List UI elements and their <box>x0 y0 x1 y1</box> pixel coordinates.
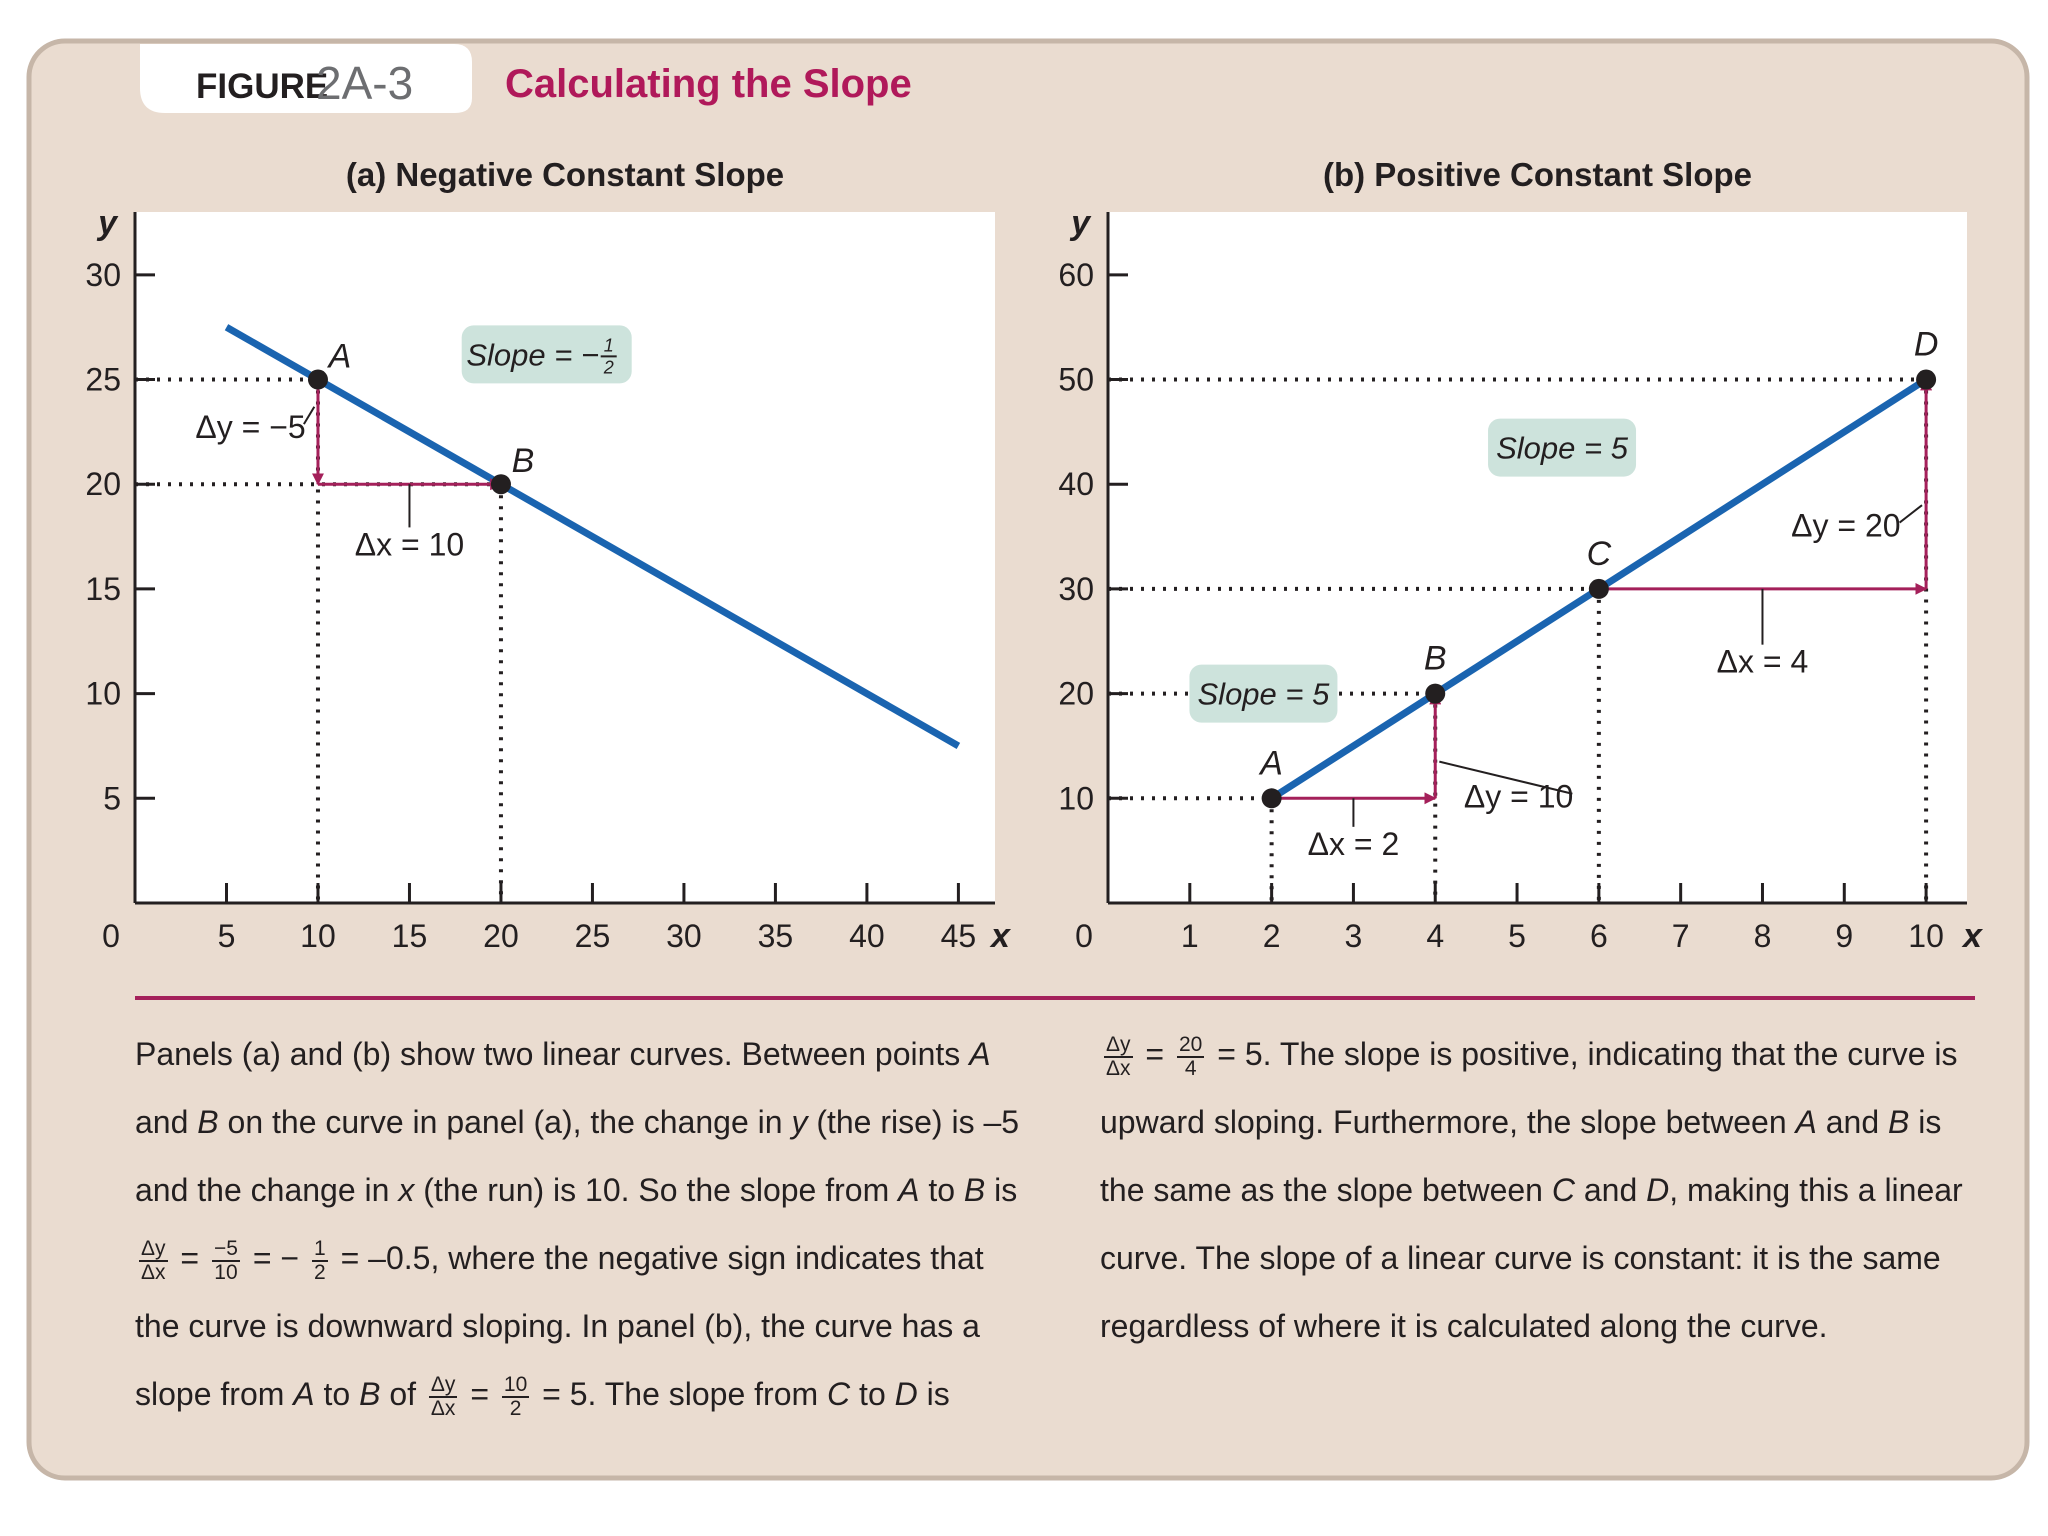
figure-label-word: FIGURE <box>196 67 329 106</box>
plot-area <box>135 212 995 903</box>
x-tick-label: 3 <box>1344 918 1363 954</box>
caption-text: and <box>1816 1104 1889 1140</box>
annotation-label: Δy = 20 <box>1791 507 1901 544</box>
caption-text: = 5. The slope from <box>542 1376 828 1412</box>
x-axis-label: x <box>991 917 1010 955</box>
y-tick-label: 15 <box>85 570 121 607</box>
fraction <box>139 1238 168 1284</box>
x-tick-label: 15 <box>391 918 428 954</box>
x-tick-label: 1 <box>1180 918 1199 954</box>
point-marker <box>308 370 328 390</box>
caption-text: to <box>314 1376 360 1412</box>
y-tick-label: 20 <box>85 466 121 503</box>
y-tick-label: 30 <box>85 256 121 293</box>
x-tick-label: 9 <box>1835 918 1854 954</box>
point-ref: C <box>827 1376 851 1412</box>
y-tick-label: 30 <box>1058 570 1094 607</box>
fraction <box>212 1238 240 1284</box>
caption-text: on the curve in panel (a), the change in <box>218 1104 792 1140</box>
point-label: B <box>1423 639 1447 678</box>
point-label: A <box>1260 744 1283 783</box>
fraction-numerator: Δy <box>1106 1032 1131 1056</box>
caption-text: is the same as the slope between <box>1100 1104 1942 1208</box>
caption-text: = 5. The slope is positive, indicating that the curve is upward sloping. Furthermore, the slope between <box>1100 1036 1958 1140</box>
x-tick-label: 30 <box>666 918 702 954</box>
caption-text: , making this a linear curve. The slope of a linear curve is constant: it is the same regardless of where it is calculated along the curve. <box>1100 1172 1963 1344</box>
caption-text: and <box>1574 1172 1647 1208</box>
slope-fraction-denominator: 2 <box>603 357 614 378</box>
caption-text: of <box>380 1376 425 1412</box>
point-ref: A <box>293 1376 315 1412</box>
fraction-numerator: 10 <box>503 1372 528 1396</box>
x-tick-label: 25 <box>574 918 611 954</box>
y-tick-label: 20 <box>1058 675 1094 712</box>
fraction-numerator: Δy <box>141 1236 166 1260</box>
fraction <box>1104 1034 1133 1080</box>
x-tick-label: 5 <box>1508 918 1526 954</box>
point-label: B <box>511 442 535 481</box>
caption-text: Panels (a) and (b) show two linear curves. Between points <box>135 1036 970 1072</box>
y-axis-label: y <box>1071 204 1090 242</box>
x-tick-label: 8 <box>1753 918 1772 954</box>
x-axis-label: x <box>1963 917 1982 955</box>
y-tick-label: 40 <box>1058 466 1094 503</box>
fraction-denominator: 2 <box>509 1396 522 1420</box>
fraction-numerator: 1 <box>314 1236 326 1260</box>
y-tick-label: 10 <box>1058 780 1094 817</box>
chart-title: (b) Positive Constant Slope <box>1322 156 1753 193</box>
caption-text: and <box>135 1104 198 1140</box>
y-tick-label: 5 <box>103 780 121 817</box>
equals-sign: = <box>1145 1036 1165 1072</box>
caption-right <box>1100 1020 1980 1360</box>
equals-sign: = − <box>252 1240 300 1276</box>
origin-label: 0 <box>102 918 120 954</box>
point-ref: D <box>1646 1172 1670 1208</box>
y-tick-label: 60 <box>1058 256 1094 293</box>
y-tick-label: 10 <box>85 675 121 712</box>
y-tick-label: 25 <box>85 361 121 398</box>
equals-sign: = <box>180 1240 200 1276</box>
panel-a <box>85 156 1012 955</box>
x-tick-label: 5 <box>217 918 236 954</box>
point-ref: B <box>1888 1104 1910 1140</box>
x-tick-label: 45 <box>940 918 977 954</box>
slope-label: Slope = − <box>466 337 600 373</box>
annotation-label: Δy = −5 <box>195 409 306 446</box>
y-tick-label: 50 <box>1058 361 1094 398</box>
caption-text: (the run) is 10. So the slope from <box>414 1172 899 1208</box>
fraction <box>312 1238 328 1284</box>
x-tick-label: 35 <box>757 918 794 954</box>
fraction-denominator: Δx <box>1106 1056 1131 1080</box>
point-ref: B <box>963 1172 986 1208</box>
var-ref: x <box>398 1172 415 1208</box>
caption-text: (the rise) is –5 and the change in <box>135 1104 1020 1208</box>
slope-label: Slope = 5 <box>1496 430 1628 466</box>
y-axis-label: y <box>98 204 117 242</box>
point-ref: B <box>359 1376 381 1412</box>
figure-label-number: 2A-3 <box>316 57 414 109</box>
point-ref: C <box>1551 1172 1575 1208</box>
annotation-label: Δx = 4 <box>1716 643 1809 680</box>
caption-left <box>135 1020 1035 1428</box>
panel-b <box>1058 156 1984 955</box>
x-tick-label: 7 <box>1671 918 1690 954</box>
fraction-denominator: Δx <box>430 1396 456 1420</box>
equals-sign: = <box>470 1376 490 1412</box>
point-ref: A <box>969 1036 991 1072</box>
x-tick-label: 20 <box>483 918 519 954</box>
point-label: A <box>328 337 352 376</box>
fraction-denominator: 2 <box>314 1260 326 1284</box>
var-ref: y <box>791 1104 808 1140</box>
x-tick-label: 10 <box>300 918 336 954</box>
fraction-denominator: 4 <box>1184 1056 1197 1080</box>
fraction <box>502 1374 529 1420</box>
fraction <box>429 1374 458 1420</box>
caption-text: to <box>850 1376 895 1412</box>
point-label: D <box>1913 325 1939 364</box>
point-marker <box>1262 788 1282 808</box>
x-tick-label: 6 <box>1589 918 1608 954</box>
x-tick-label: 4 <box>1426 918 1445 954</box>
point-ref: A <box>1795 1104 1817 1140</box>
annotation-label: Δx = 10 <box>354 526 465 563</box>
figure-title: Calculating the Slope <box>505 62 912 106</box>
point-ref: D <box>894 1376 918 1412</box>
chart-title: (a) Negative Constant Slope <box>345 156 785 193</box>
caption-text: to <box>919 1172 964 1208</box>
annotation-label: Δx = 2 <box>1307 825 1400 862</box>
fraction-numerator: 20 <box>1179 1032 1203 1056</box>
point-ref: A <box>898 1172 920 1208</box>
point-marker <box>1916 370 1936 390</box>
slope-fraction-numerator: 1 <box>603 335 614 356</box>
fraction-denominator: 10 <box>214 1260 238 1284</box>
point-marker <box>1425 684 1445 704</box>
fraction-denominator: Δx <box>141 1260 166 1284</box>
x-tick-label: 40 <box>849 918 885 954</box>
point-label: C <box>1586 534 1612 573</box>
fraction-numerator: Δy <box>430 1372 456 1396</box>
x-tick-label: 10 <box>1908 918 1944 954</box>
fraction <box>1177 1034 1204 1080</box>
caption-text: is <box>917 1376 950 1412</box>
origin-label: 0 <box>1075 918 1093 954</box>
x-tick-label: 2 <box>1262 918 1281 954</box>
fraction-numerator: −5 <box>214 1236 238 1260</box>
point-marker <box>491 474 511 494</box>
caption-text: is <box>985 1172 1018 1208</box>
slope-label: Slope = 5 <box>1197 676 1330 712</box>
point-ref: B <box>197 1104 219 1140</box>
annotation-label: Δy = 10 <box>1463 778 1574 815</box>
point-marker <box>1589 579 1609 599</box>
caption-text: = –0.5, where the negative sign indicates that the curve is downward sloping. In panel (b), the curve has a slope from <box>135 1240 984 1412</box>
